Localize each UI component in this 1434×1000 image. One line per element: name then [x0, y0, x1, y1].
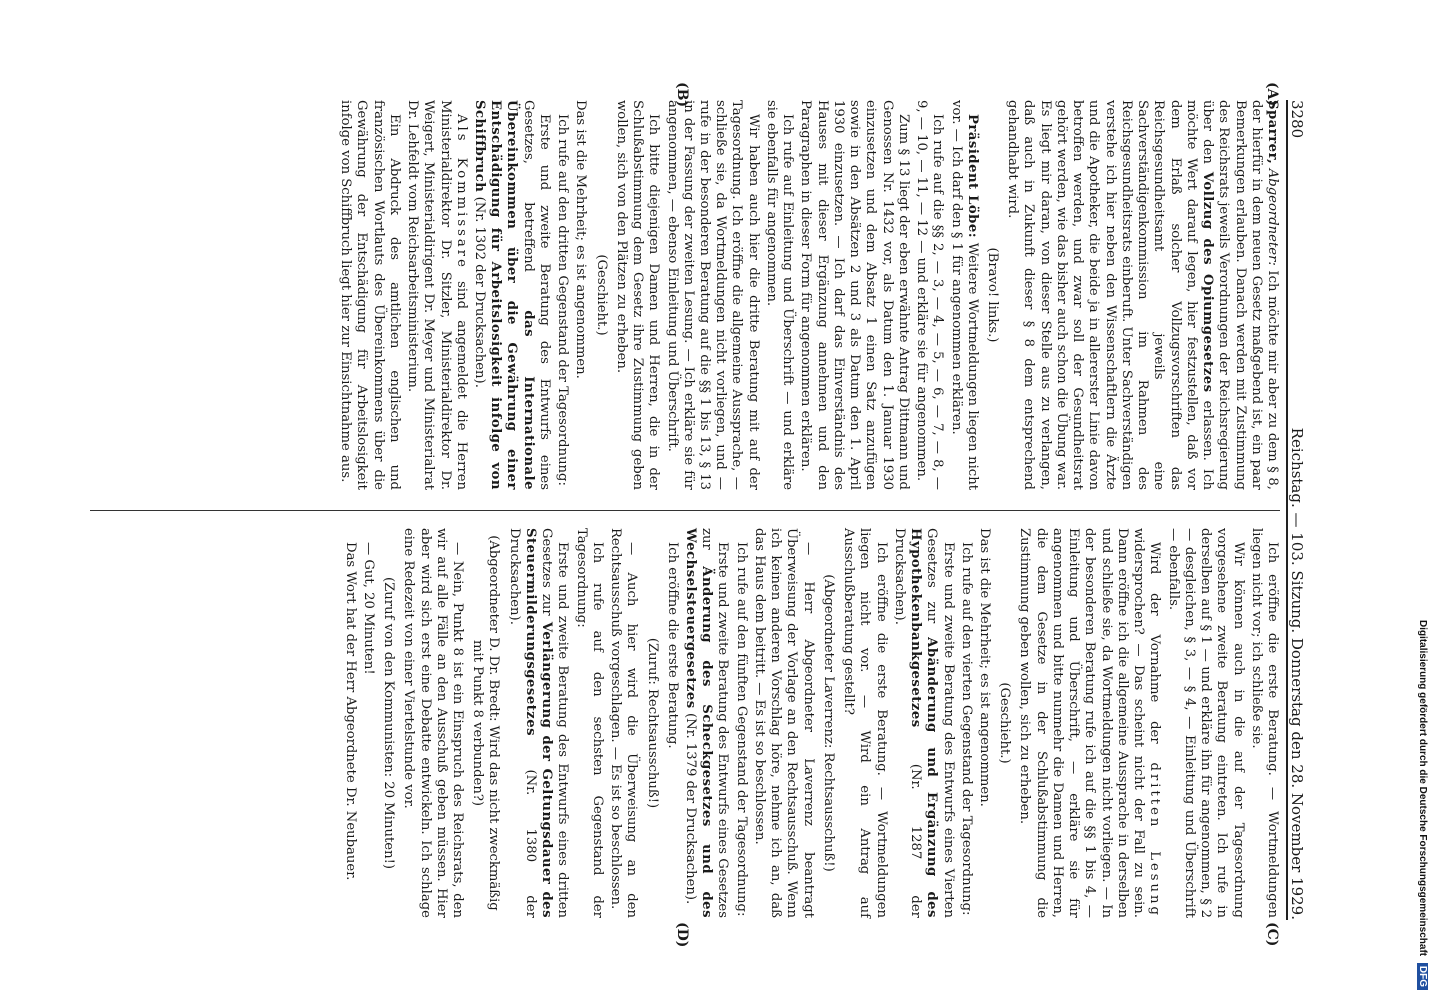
paragraph: — Gut, 20 Minuten! — [360, 542, 376, 675]
paragraph: Wird der Vornahme der dritten Lesung widersprochen? — Das scheint nicht der Fall zu sein. Dann eröffne ich die allgemeine Aussprache in derselben und schließe sie, da Wortmeldungen nicht vorliegen. — In der besonderen Beratung rufe ich auf die §§ 1 bis 4, — Einleitung und Überschrift, — erkläre sie für angenommen und bitte nunmehr die Damen und Herren, die dem Gesetze in der Schlußabstimmung die Zustimmung geben wollen, sich zu erheben. — [1017, 528, 1163, 918]
paragraph: Zum § 13 liegt der eben erwähnte Antrag Dittmann und Genossen Nr. 1432 vor, als Datum den 1. Januar 1930 einzusetzen und dem Absatz 1 einen Satz anzufügen sowie in den Absätzen 2 und 3 als Datum den 1. April 1930 einzusetzen. — Ich darf das Einverständnis des Hauses mit dieser Ergänzung annehmen und den Paragraphen in dieser Form für angenommen erklären. — [798, 100, 911, 490]
speaker-name: Präsident Löbe: — [964, 114, 980, 239]
column-marker-d: (D) — [674, 922, 690, 948]
document-page — [74, 82, 1310, 948]
dfg-logo: DFG — [1417, 963, 1428, 990]
bold-term: Änderung des Scheckgesetzes und des Wechselsteuergesetzes — [683, 528, 715, 918]
paragraph: Ich eröffne die erste Beratung. — Wortmeldungen liegen nicht vor. — Wird ein Antrag auf Ausschußberatung gestellt? — [841, 528, 889, 918]
paragraph: — Herr Abgeordneter Laverrenz beantragt Überweisung der Vorlage an den Rechtsausschuß. Wenn ich keinen anderen Vorschlag höre, nehme ich an, daß das Haus dem beitritt. — Es ist so beschlossen. — [751, 528, 816, 918]
digitization-credit-text: Digitalisierung gefördert durch die Deutsche Forschungsgemeinschaft DFG — [1410, 10, 1428, 990]
interjection: (Zuruf von den Kommunisten: 20 Minuten!) — [381, 576, 397, 870]
column-marker-c: (C) — [1264, 922, 1280, 947]
column-marker-a: (A) — [1264, 82, 1280, 107]
paragraph: Ich rufe auf Einleitung und Überschrift — und erkläre sie ebenfalls für angenommen. — [763, 100, 796, 490]
right-column — [339, 528, 1280, 918]
paragraph: Erste und zweite Beratung des Entwurfs eines Gesetzes, betreffend das Internationale Übereinkommen über die Gewährung einer Entschädigung für Arbeitslosigkeit infolge von Schiffbruch (Nr. 1302 der Drucksachen). — [471, 100, 552, 490]
paragraph: Das ist die Mehrheit; es ist angenommen. — [977, 528, 993, 807]
paragraph: Ein Abdruck des amtlichen englischen und französischen Wortlauts des Übereinkommens über die Gewährung der Entschädigung für Arbeitslosigkeit infolge von Schiffbruch liegt hier zur Einsichtnahme aus. — [338, 100, 402, 490]
paragraph: Ich rufe auf den dritten Gegenstand der Tagesordnung: — [555, 114, 571, 486]
column-divider — [90, 510, 1280, 511]
interjection: (Geschieht.) — [997, 682, 1013, 764]
interjection: (Abgeordneter Laverrenz: Rechtsausschuß!) — [820, 574, 836, 872]
paragraph: Präsident Löbe: Weitere Wortmeldungen liegen nicht vor. — Ich darf den § 1 für angenommen erklären. — [948, 100, 980, 490]
paragraph: Erste und zweite Beratung des Entwurfs eines Gesetzes zur Änderung des Scheckgesetzes und des Wechselsteuergesetzes (Nr. 1379 der Drucksachen). — [683, 528, 731, 918]
paragraph: Ich eröffne die erste Beratung. — [664, 542, 680, 749]
bold-term: Verlängerung der Geltungsdauer des Steuermilderungsgesetzes — [522, 528, 555, 919]
paragraph: Erste und zweite Beratung des Entwurfs eines Vierten Gesetzes zur Abänderung und Ergänzung des Hypothekenbankgesetzes (Nr. 1287 der Drucksachen). — [891, 528, 956, 918]
paragraph: Ich rufe auf den vierten Gegenstand der Tagesordnung: — [958, 542, 974, 916]
paragraph: Als Kommissare sind angemeldet die Herren Ministerialdirektor Dr. Sitzler, Ministerialdirektor Dr. Weigert, Ministerialdirigent Dr. Meyer und Ministerialrat Dr. Lehfeldt vom Reichsarbeitsministerium. — [405, 100, 469, 490]
paragraph: Sparrer, Abgeordneter: Ich möchte mir aber zu dem § 8, der hierfür in dem neuen Gesetz maßgebend ist, ein paar Bemerkungen erlauben. Danach werden mit Zustimmung des Reichsrats jeweils Verordnungen der Reichsregierung über den Vollzug des Opiumgesetzes erlassen. Ich möchte Wert darauf legen, hier festzustellen, daß vor dem Erlaß solcher Vollzugsvorschriften das Reichsgesundheitsamt jeweils eine Sachverständigenkommission im Rahmen des Reichsgesundheitsrats einberuft. Unter Sachverständigen verstehe ich hier neben den Wissenschaftlern die Ärzte und die Apotheker, die beide ja in allererster Linie davon betroffen werden, und zwar soll der Gesundheitsrat gehört werden, wie das bisher auch schon die Übung war. Es liegt mir daran, von dieser Stelle aus zu verlangen, daß auch in Zukunft dieser § 8 dem entsprechend gehandhabt wird. — [1005, 100, 1280, 490]
digitization-credit — [1410, 10, 1428, 990]
page-header — [1286, 100, 1310, 920]
paragraph: Wir haben auch hier die dritte Beratung mit auf der Tagesordnung. Ich eröffne die allgemeine Aussprache, — schließe sie, da Wortmeldungen nicht vorliegen, und — rufe in der besonderen Beratung auf die §§ 1 bis 13, § 13 in der Fassung der zweiten Lesung. — Ich erkläre sie für angenommen, — ebenso Einleitung und Überschrift. — [664, 100, 761, 490]
speaker-name: Sparrer, — [1265, 100, 1280, 165]
left-column — [335, 100, 1280, 490]
paragraph: — Auch hier wird die Überweisung an den Rechtsausschuß vorgeschlagen. — Es ist so beschlossen. — [608, 528, 640, 918]
paragraph: — Nein, Punkt 8 ist ein Einspruch des Reichsrats, den wir auf alle Fälle an den Ausschuß geben müssen. Hier aber wird sich erst eine Debatte entwickeln. Ich schlage eine Redezeit von einer Viertelstunde vor. — [401, 528, 465, 918]
paragraph: Ich eröffne die erste Beratung. — Wortmeldungen liegen nicht vor; ich schließe sie. — [1248, 528, 1280, 918]
paragraph: Ich rufe auf den fünften Gegenstand der Tagesordnung: — [733, 542, 749, 917]
paragraph: Das ist die Mehrheit; es ist angenommen. — [573, 100, 589, 379]
paragraph: Erste und zweite Beratung des Entwurfs eines dritten Gesetzes zur Verlängerung der Geltungsdauer des Steuermilderungsgesetzes (Nr. 1380 der Drucksachen). — [506, 528, 571, 919]
interjection: (Abgeordneter D. Dr. Bredt: Wird das nicht zweckmäßig mit Punkt 8 verbunden?) — [470, 535, 502, 911]
paragraph: Ich bitte diejenigen Damen und Herren, die in der Schlußabstimmung dem Gesetz ihre Zustimmung geben wollen, sich von den Plätzen zu erheben. — [613, 100, 662, 490]
bold-term: das Internationale Übereinkommen über die Gewährung einer Entschädigung für Arbeitslosigkeit infolge von Schiffbruch — [471, 100, 536, 490]
paragraph: Das Wort hat der Herr Abgeordnete Dr. Neubauer. — [342, 542, 358, 881]
paragraph: Wir können auch in die auf der Tagesordnung vorgesehene zweite Beratung eintreten. Ich rufe in derselben auf § 1 — und erkläre ihn für angenommen, § 2 — desgleichen, § 3, — § 4, — Einleitung und Überschrift — ebenfalls. — [1165, 528, 1246, 918]
interjection: (Geschieht.) — [593, 254, 609, 336]
page-title: Reichstag. — 103. Sitzung. Donnerstag den 28. November 1929. — [1288, 427, 1307, 920]
speaker-role: Abgeordneter: — [1265, 168, 1280, 266]
bold-term: Abänderung und Ergänzung des Hypothekenbankgesetzes — [908, 528, 940, 918]
interjection: (Bravo! links.) — [985, 247, 1001, 343]
paragraph: Ich rufe auf die §§ 2, — 3, — 4, — 5, — 6, — 7, — 8, — 9, — 10, — 11, — 12 — und erkläre sie für angenommen. — [914, 100, 946, 490]
paragraph: Ich rufe auf den sechsten Gegenstand der Tagesordnung: — [573, 528, 605, 918]
bold-term: Vollzug des Opiumgesetzes — [1200, 171, 1216, 393]
column-marker-b: (B) — [674, 82, 690, 108]
page-number: 3280 — [1288, 100, 1307, 139]
interjection: (Zuruf: Rechtsausschuß!) — [644, 637, 660, 809]
document-page-rotated — [74, 82, 1310, 948]
